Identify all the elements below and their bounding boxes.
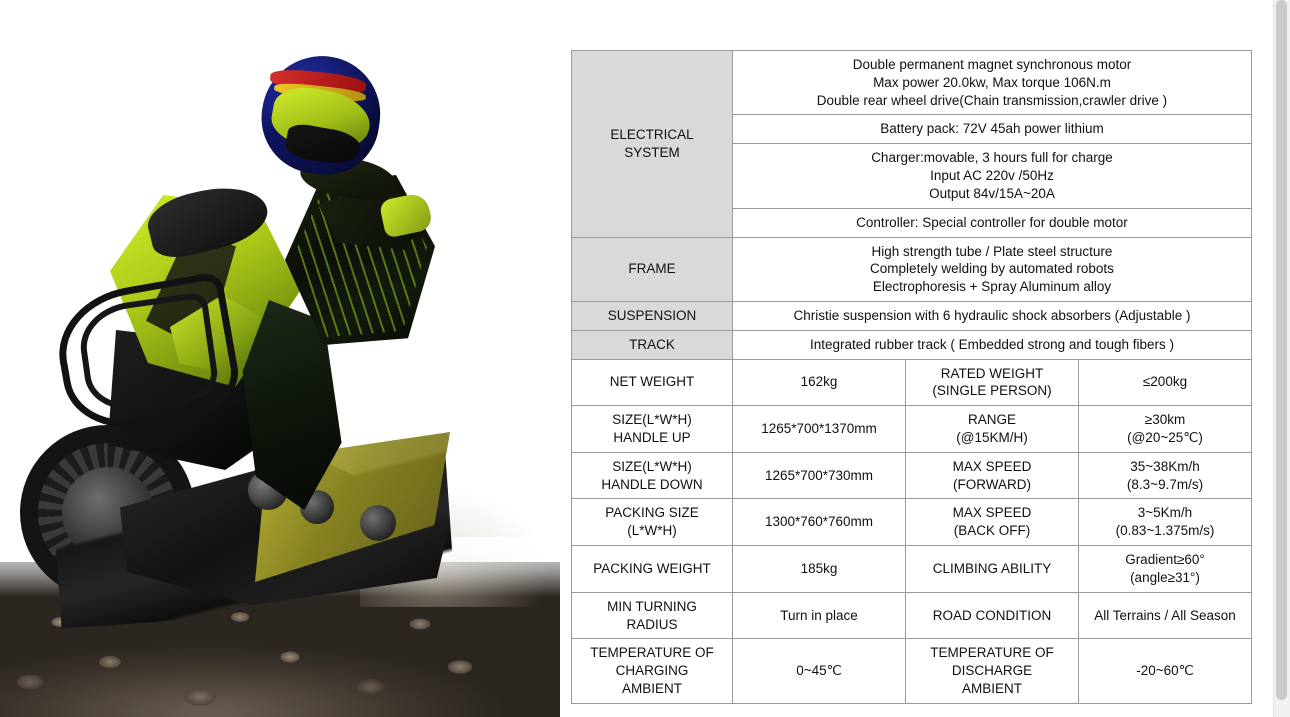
- cell-min-turning-radius-value: Turn in place: [733, 592, 906, 639]
- cell-size-handle-up-value: 1265*700*1370mm: [733, 406, 906, 453]
- cell-road-condition-value: All Terrains / All Season: [1079, 592, 1252, 639]
- row-label-electrical-system: ELECTRICAL SYSTEM: [572, 51, 733, 238]
- cell-climbing-ability-value: Gradient≥60° (angle≥31°): [1079, 546, 1252, 593]
- row-label-temperature-charging: TEMPERATURE OF CHARGING AMBIENT: [572, 639, 733, 703]
- row-label-frame: FRAME: [572, 237, 733, 301]
- cell-rated-weight-value: ≤200kg: [1079, 359, 1252, 406]
- vertical-scrollbar[interactable]: [1273, 0, 1290, 717]
- track-roller: [360, 505, 396, 541]
- cell-range-value: ≥30km (@20~25℃): [1079, 406, 1252, 453]
- table-row: [572, 359, 1252, 406]
- table-row: [572, 237, 1252, 301]
- row-label-packing-weight: PACKING WEIGHT: [572, 546, 733, 593]
- row-label-range: RANGE (@15KM/H): [906, 406, 1079, 453]
- spec-table: [571, 50, 1252, 704]
- row-label-road-condition: ROAD CONDITION: [906, 592, 1079, 639]
- row-label-min-turning-radius: MIN TURNING RADIUS: [572, 592, 733, 639]
- row-label-net-weight: NET WEIGHT: [572, 359, 733, 406]
- vertical-scroll-thumb[interactable]: [1276, 0, 1287, 700]
- row-label-size-handle-up: SIZE(L*W*H) HANDLE UP: [572, 406, 733, 453]
- cell-frame: High strength tube / Plate steel structure Completely welding by automated robots Electrophoresis + Spray Aluminum alloy: [733, 237, 1252, 301]
- row-label-rated-weight: RATED WEIGHT (SINGLE PERSON): [906, 359, 1079, 406]
- table-row: [572, 406, 1252, 453]
- row-label-climbing-ability: CLIMBING ABILITY: [906, 546, 1079, 593]
- table-row: [572, 51, 1252, 115]
- product-photo: [0, 0, 560, 717]
- row-label-max-speed-back-off: MAX SPEED (BACK OFF): [906, 499, 1079, 546]
- row-label-track: TRACK: [572, 330, 733, 359]
- row-label-temperature-discharge: TEMPERATURE OF DISCHARGE AMBIENT: [906, 639, 1079, 703]
- table-row: [572, 452, 1252, 499]
- cell-temperature-discharge-value: -20~60℃: [1079, 639, 1252, 703]
- cell-packing-weight-value: 185kg: [733, 546, 906, 593]
- row-label-size-handle-down: SIZE(L*W*H) HANDLE DOWN: [572, 452, 733, 499]
- cell-battery: Battery pack: 72V 45ah power lithium: [733, 115, 1252, 144]
- row-label-max-speed-forward: MAX SPEED (FORWARD): [906, 452, 1079, 499]
- cell-net-weight-value: 162kg: [733, 359, 906, 406]
- cell-motor: Double permanent magnet synchronous motor Max power 20.0kw, Max torque 106N.m Double rear wheel drive(Chain transmission,crawler drive ): [733, 51, 1252, 115]
- table-row: [572, 330, 1252, 359]
- table-row: [572, 301, 1252, 330]
- row-label-packing-size: PACKING SIZE (L*W*H): [572, 499, 733, 546]
- specification-table: [571, 50, 1252, 704]
- cell-suspension: Christie suspension with 6 hydraulic shock absorbers (Adjustable ): [733, 301, 1252, 330]
- cell-charger: Charger:movable, 3 hours full for charge Input AC 220v /50Hz Output 84v/15A~20A: [733, 144, 1252, 208]
- cell-temperature-charging-value: 0~45℃: [733, 639, 906, 703]
- cell-max-speed-forward-value: 35~38Km/h (8.3~9.7m/s): [1079, 452, 1252, 499]
- cell-controller: Controller: Special controller for double motor: [733, 208, 1252, 237]
- table-row: [572, 592, 1252, 639]
- table-row: [572, 546, 1252, 593]
- table-row: [572, 639, 1252, 703]
- cell-size-handle-down-value: 1265*700*730mm: [733, 452, 906, 499]
- cell-packing-size-value: 1300*760*760mm: [733, 499, 906, 546]
- cell-track: Integrated rubber track ( Embedded strong and tough fibers ): [733, 330, 1252, 359]
- cell-max-speed-back-off-value: 3~5Km/h (0.83~1.375m/s): [1079, 499, 1252, 546]
- table-row: [572, 499, 1252, 546]
- row-label-suspension: SUSPENSION: [572, 301, 733, 330]
